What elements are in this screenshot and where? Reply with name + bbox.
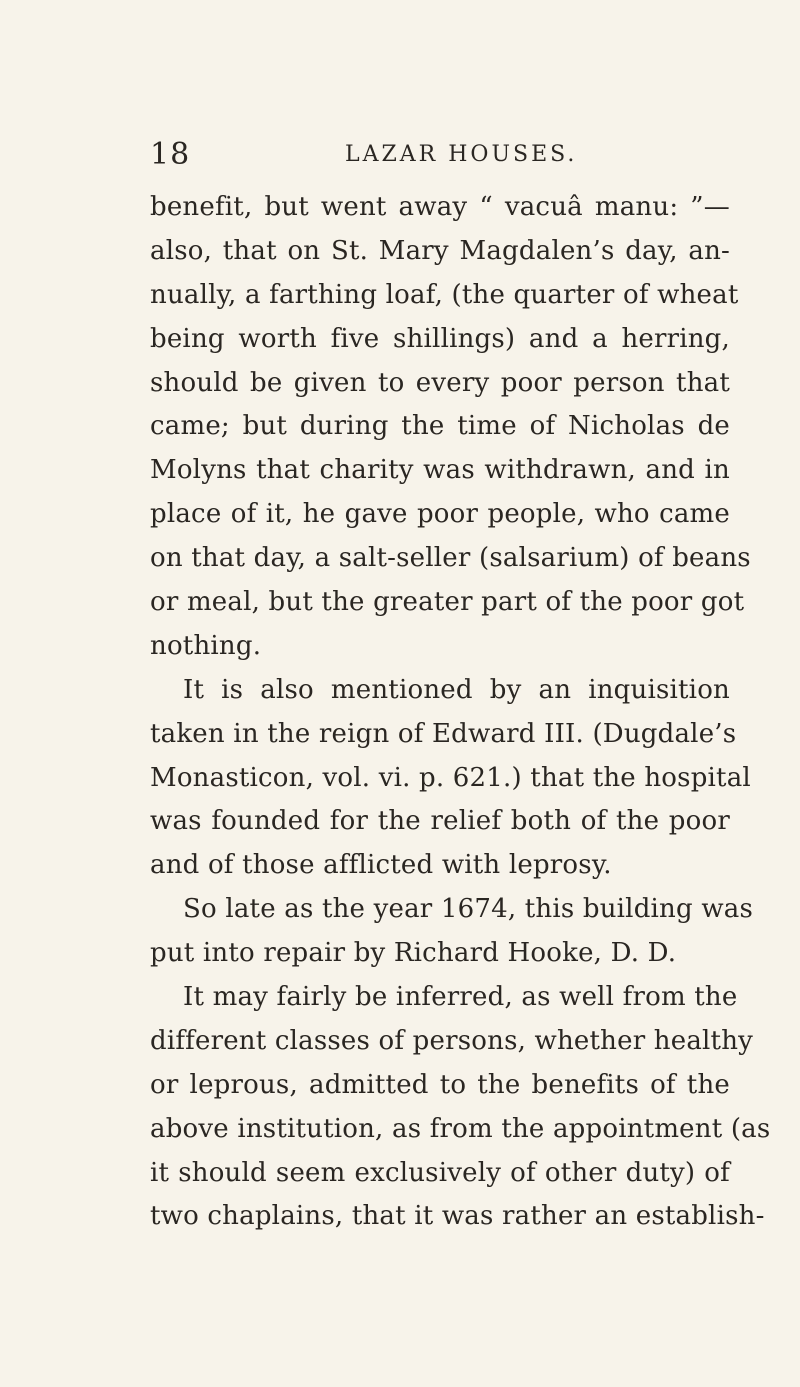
paragraph-start-line: It may fairly be inferred, as well from the bbox=[183, 982, 738, 1013]
text-line: Monasticon, vol. vi. p. 621.) that the hospital bbox=[150, 762, 751, 793]
text-line: being worth five shillings) and a herring, bbox=[150, 323, 730, 354]
paragraph-start-line: It is also mentioned by an inquisition bbox=[183, 674, 730, 705]
text-line: different classes of persons, whether healthy bbox=[150, 1025, 754, 1056]
text-line: and of those afflicted with leprosy. bbox=[150, 850, 612, 881]
text-line: put into repair by Richard Hooke, D. D. bbox=[150, 938, 677, 969]
text-line: should be given to every poor person that bbox=[150, 367, 730, 398]
paragraph-start-line: So late as the year 1674, this building was bbox=[183, 894, 754, 925]
page-header bbox=[150, 135, 740, 175]
text-line: benefit, but went away “ vacuâ manu: ”— bbox=[150, 192, 730, 222]
text-line: nothing. bbox=[150, 630, 262, 661]
text-line: above institution, as from the appointment (as bbox=[150, 1113, 771, 1144]
text-line: Molyns that charity was withdrawn, and in bbox=[150, 455, 730, 486]
text-line: place of it, he gave poor people, who came bbox=[150, 499, 730, 530]
text-line: on that day, a salt-seller (salsarium) of beans bbox=[150, 543, 751, 574]
text-line: or leprous, admitted to the benefits of the bbox=[150, 1069, 730, 1100]
text-line: also, that on St. Mary Magdalen’s day, an- bbox=[150, 235, 730, 266]
text-line: or meal, but the greater part of the poor got bbox=[150, 587, 745, 618]
text-line: came; but during the time of Nicholas de bbox=[150, 411, 730, 442]
text-line: nually, a farthing loaf, (the quarter of wheat bbox=[150, 279, 739, 310]
text-line: was founded for the relief both of the poor bbox=[150, 806, 730, 837]
text-line: taken in the reign of Edward III. (Dugdale’s bbox=[150, 718, 737, 749]
text-line: it should seem exclusively of other duty) of bbox=[150, 1157, 730, 1188]
text-line: two chaplains, that it was rather an establish- bbox=[150, 1201, 765, 1232]
running-head: LAZAR HOUSES. bbox=[345, 142, 578, 167]
body-text bbox=[150, 186, 771, 1239]
page-number: 18 bbox=[150, 137, 191, 172]
